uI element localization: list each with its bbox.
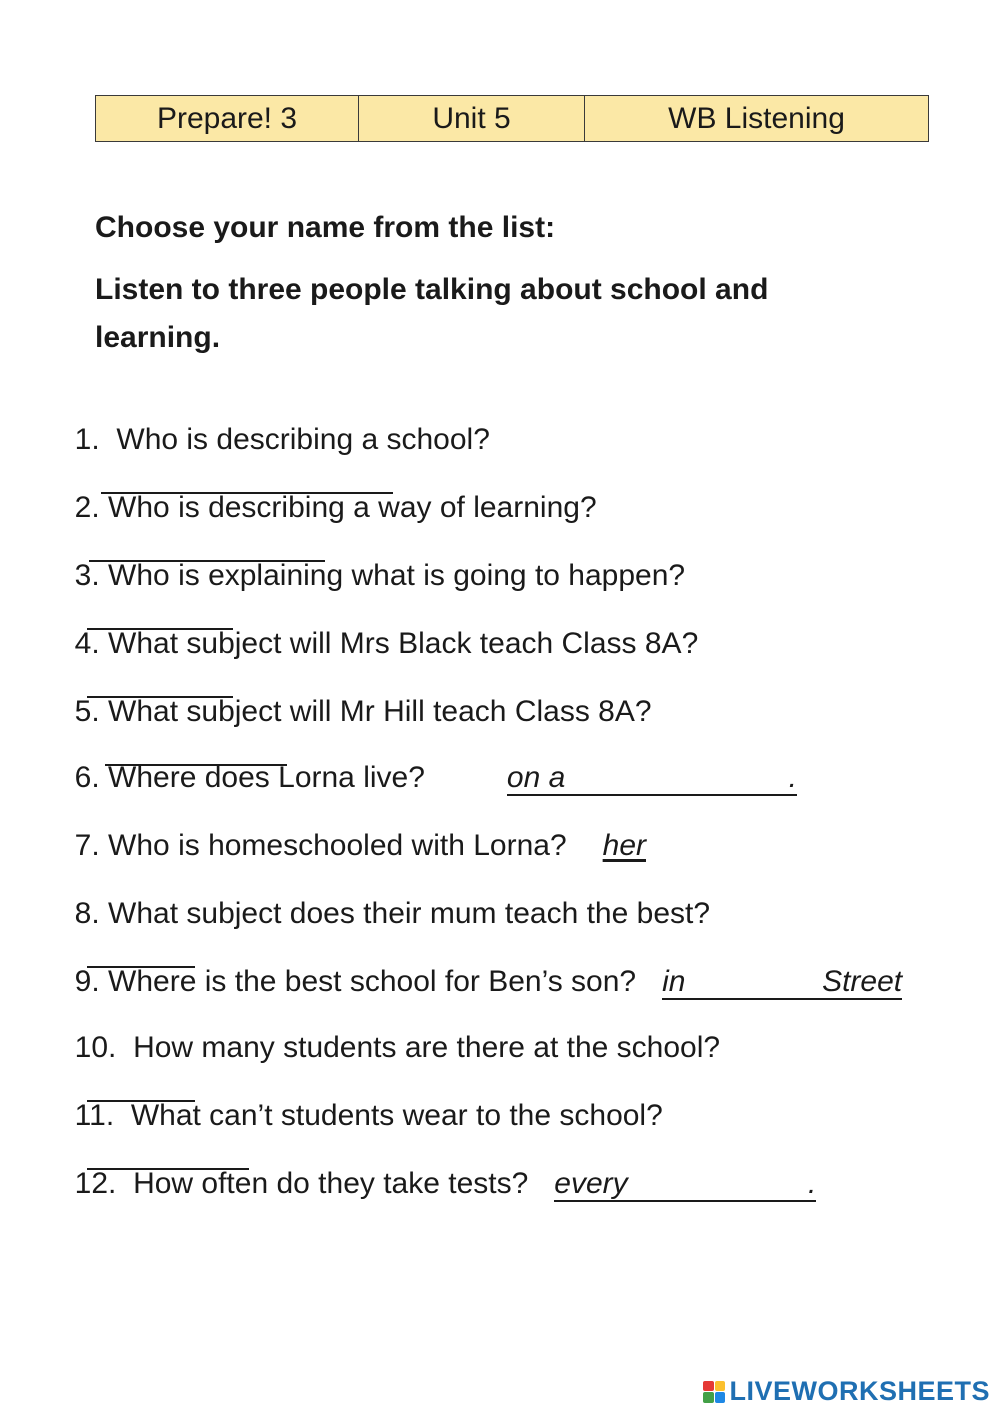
question-text: How many students are there at the school? bbox=[133, 1031, 721, 1064]
header-unit: Unit 5 bbox=[359, 96, 585, 142]
header-book: Prepare! 3 bbox=[96, 96, 359, 142]
question-text: Where is the best school for Ben’s son? bbox=[108, 965, 637, 998]
question-number: 11. bbox=[74, 1099, 115, 1132]
question-text: Who is explaining what is going to happen? bbox=[108, 559, 686, 592]
question-number: 12. bbox=[74, 1167, 117, 1200]
logo-square-yellow bbox=[715, 1381, 726, 1392]
question-number: 6. bbox=[74, 761, 100, 794]
instruction-listen-line1: Listen to three people talking about school and bbox=[95, 273, 769, 306]
question-number: 2. bbox=[74, 491, 100, 524]
question-text: What subject does their mum teach the best? bbox=[108, 897, 711, 930]
logo-square-blue bbox=[715, 1392, 726, 1403]
question-number: 10. bbox=[74, 1031, 117, 1064]
logo-square-green bbox=[703, 1392, 714, 1403]
instruction-listen-line2: learning. bbox=[95, 321, 221, 354]
question-text: Who is homeschooled with Lorna? bbox=[108, 829, 567, 862]
liveworksheets-logo bbox=[703, 1376, 990, 1407]
answer-prefix: every bbox=[554, 1167, 628, 1200]
answer-prefix: on a bbox=[506, 761, 566, 794]
question-12 bbox=[58, 1124, 816, 1204]
header-table bbox=[95, 95, 929, 142]
question-number: 1. bbox=[74, 423, 100, 456]
logo-square-red bbox=[703, 1381, 714, 1392]
question-text: Where does Lorna live? bbox=[108, 761, 425, 794]
question-text: Who is describing a school? bbox=[116, 423, 490, 456]
question-text: How often do they take tests? bbox=[133, 1167, 529, 1200]
answer-suffix: . bbox=[788, 761, 797, 794]
logo-grid-icon bbox=[703, 1381, 725, 1403]
question-number: 9. bbox=[74, 965, 100, 998]
instruction-choose: Choose your name from the list: bbox=[95, 211, 556, 244]
answer-suffix: Street bbox=[822, 965, 903, 998]
question-number: 5. bbox=[74, 695, 100, 728]
question-number: 7. bbox=[74, 829, 100, 862]
question-text: Who is describing a way of learning? bbox=[108, 491, 597, 524]
question-text: What can’t students wear to the school? bbox=[130, 1099, 663, 1132]
question-number: 4. bbox=[74, 627, 100, 660]
logo-text: LIVEWORKSHEETS bbox=[729, 1376, 990, 1406]
answer-suffix: . bbox=[807, 1167, 817, 1200]
question-number: 8. bbox=[74, 897, 100, 930]
header-section: WB Listening bbox=[585, 96, 929, 142]
question-number: 3. bbox=[74, 559, 100, 592]
question-text: What subject will Mrs Black teach Class 8A? bbox=[108, 627, 699, 660]
question-text: What subject will Mr Hill teach Class 8A? bbox=[108, 695, 652, 728]
answer-prefix: in bbox=[662, 965, 686, 998]
answer-field-7[interactable]: her bbox=[602, 829, 646, 862]
answer-field-12[interactable] bbox=[554, 1164, 816, 1202]
